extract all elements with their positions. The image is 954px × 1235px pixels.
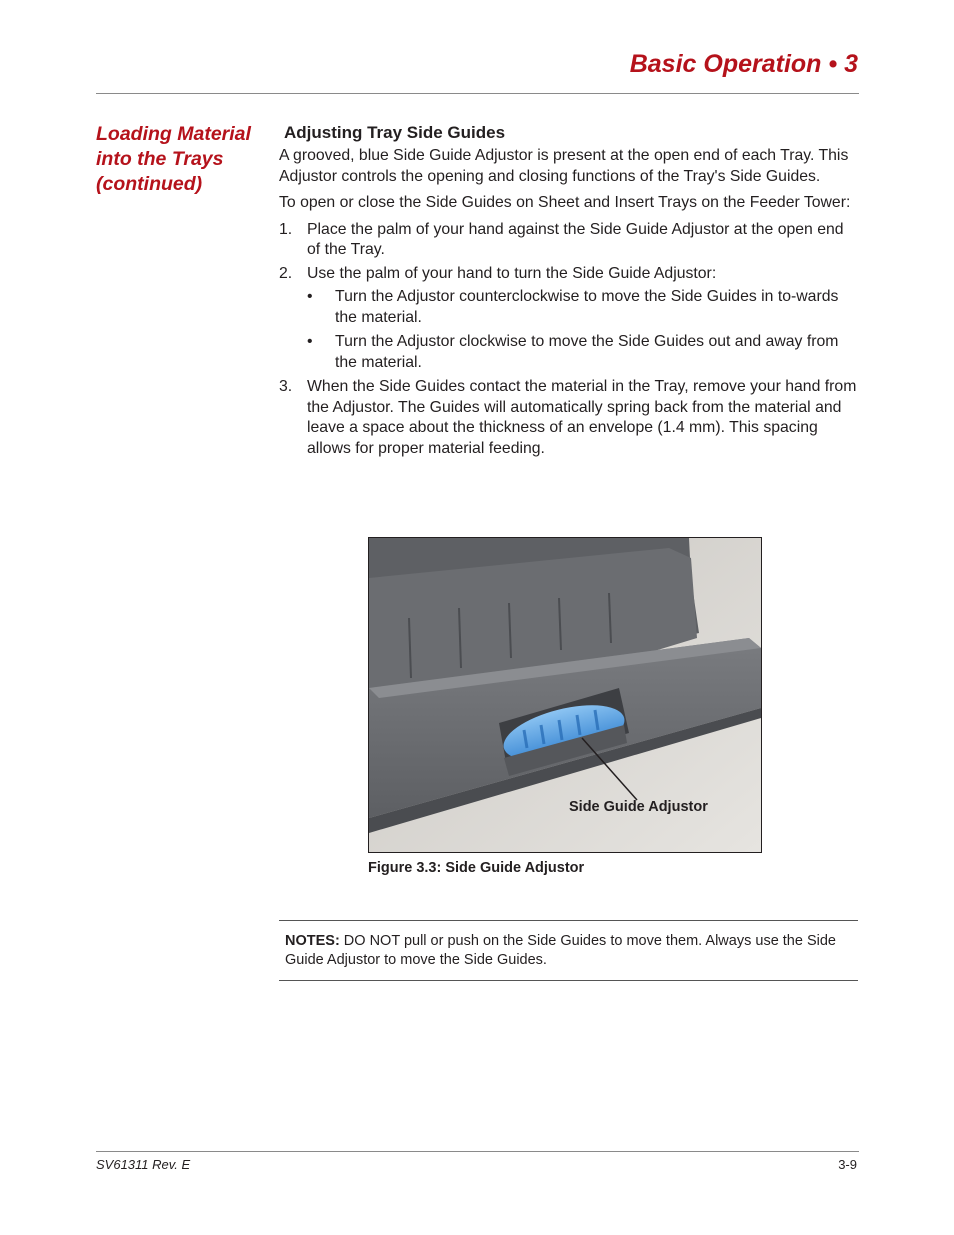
paragraph: To open or close the Side Guides on Sheet and Insert Trays on the Feeder Tower: — [279, 194, 851, 211]
step-number: 2. — [279, 264, 293, 282]
section-title: Loading Material into the Trays (continued) — [96, 123, 251, 195]
paragraph: A grooved, blue Side Guide Adjustor is present at the open end of each Tray. This Adjustor controls the opening and closing functions of the Tray's Side Guides. — [279, 147, 849, 185]
tray-photo — [368, 537, 762, 853]
step-text: Place the palm of your hand against the Side Guide Adjustor at the open end of the Tray. — [307, 220, 844, 258]
bullet-list — [307, 287, 859, 373]
notes-box — [279, 920, 858, 981]
step-number: 1. — [279, 220, 293, 238]
step-item — [279, 220, 859, 261]
subheading: Adjusting Tray Side Guides — [284, 123, 506, 142]
bullet-text: Turn the Adjustor clockwise to move the Side Guides out and away from the material. — [335, 333, 839, 371]
steps-list — [279, 220, 859, 460]
step-item — [279, 377, 859, 459]
step-text: Use the palm of your hand to turn the Side Guide Adjustor: — [307, 264, 717, 282]
step-number: 3. — [279, 378, 293, 395]
step-item — [279, 264, 859, 374]
bullet-mark: • — [307, 288, 313, 305]
notes-label: NOTES: — [285, 933, 340, 949]
document-id: SV61311 Rev. E — [96, 1157, 191, 1172]
step-text: When the Side Guides contact the material in the Tray, remove your hand from the Adjustor. The Guides will automatically spring back from the material and leave a space about the thickness of an envelope (1.4 mm). This spacing allows for proper material feeding. — [307, 378, 857, 457]
header-rule — [96, 93, 859, 94]
bullet-text: Turn the Adjustor counterclockwise to move the Side Guides in to-wards the material. — [335, 288, 839, 326]
chapter-title: Basic Operation • 3 — [629, 50, 858, 78]
bullet-item — [307, 287, 859, 328]
figure-caption: Figure 3.3: Side Guide Adjustor — [368, 860, 585, 876]
notes-text: DO NOT pull or push on the Side Guides to move them. Always use the Side Guide Adjustor to move the Side Guides. — [285, 933, 836, 968]
page-number: 3-9 — [838, 1157, 857, 1172]
callout-label: Side Guide Adjustor — [569, 799, 708, 815]
main-content — [279, 122, 859, 462]
bullet-item — [307, 332, 859, 373]
footer-rule — [96, 1151, 859, 1152]
bullet-mark: • — [307, 333, 313, 350]
